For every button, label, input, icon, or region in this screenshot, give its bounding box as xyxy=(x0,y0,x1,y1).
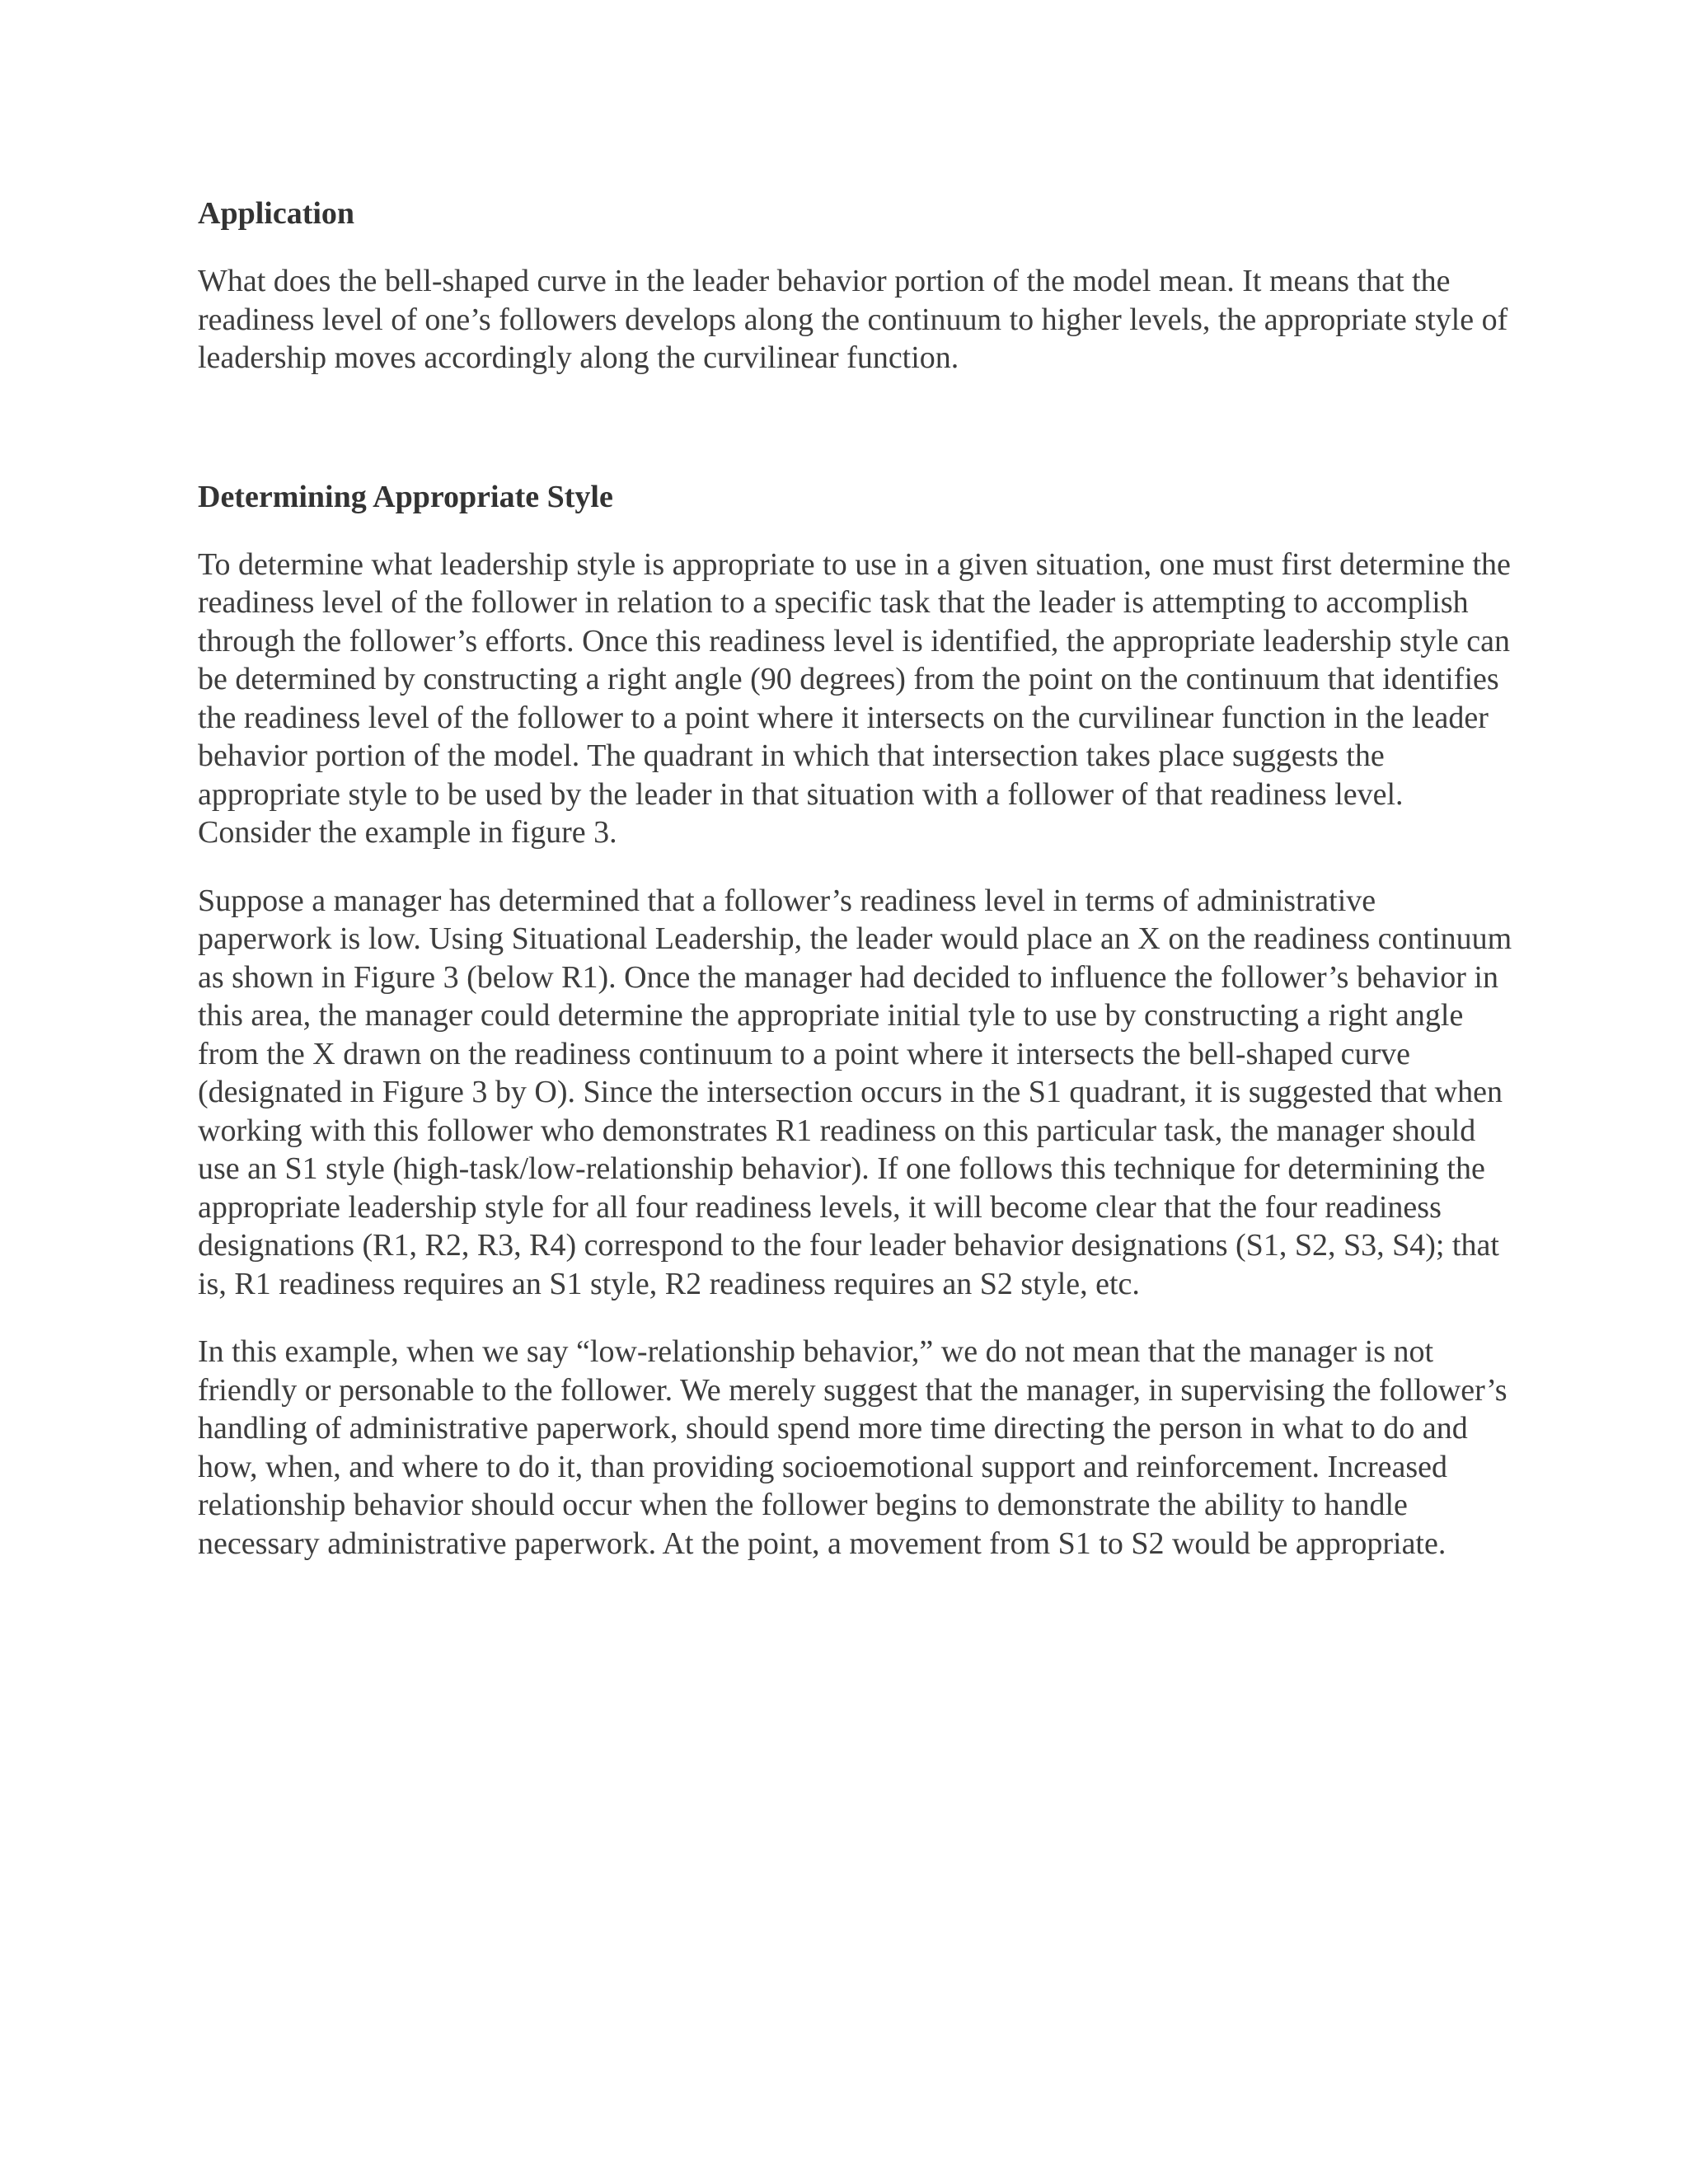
paragraph-determine-style: To determine what leadership style is appropriate to use in a given situation, one must first determine the readiness level of the follower in relation to a specific task that the leader is attempting to accomplish through the follower’s efforts. Once this readiness level is identified, the appropriate leadership style can be determined by constructing a right angle (90 degrees) from the point on the continuum that identifies the readiness level of the follower to a point where it intersects on the curvilinear function in the leader behavior portion of the model. The quadrant in which that intersection takes place suggests the appropriate style to be used by the leader in that situation with a follower of that readiness level. Consider the example in figure 3. xyxy=(198,546,1511,850)
document-page xyxy=(198,194,1517,1563)
section-heading-application: Application xyxy=(198,196,355,231)
paragraph-manager-example: Suppose a manager has determined that a follower’s readiness level in terms of administrative paperwork is low. Using Situational Leadership, the leader would place an X on the readiness continuum as shown in Figure 3 (below R1). Once the manager had decided to influence the follower’s behavior in this area, the manager could determine the appropriate initial tyle to use by constructing a right angle from the X drawn on the readiness continuum to a point where it intersects the bell-shaped curve (designated in Figure 3 by O). Since the intersection occurs in the S1 quadrant, it is suggested that when working with this follower who demonstrates R1 readiness on this particular task, the manager should use an S1 style (high-task/low-relationship behavior). If one follows this technique for determining the appropriate leadership style for all four readiness levels, it will become clear that the four readiness designations (R1, R2, R3, R4) correspond to the four leader behavior designations (S1, S2, S3, S4); that is, R1 readiness requires an S1 style, R2 readiness requires an S2 style, etc. xyxy=(198,883,1512,1301)
paragraph-low-relationship: In this example, when we say “low-relationship behavior,” we do not mean that the manager is not friendly or personable to the follower. We merely suggest that the manager, in supervising the follower’s handling of administrative paperwork, should spend more time directing the person in what to do and how, when, and where to do it, than providing socioemotional support and reinforcement. Increased relationship behavior should occur when the follower begins to demonstrate the ability to handle necessary administrative paperwork. At the point, a movement from S1 to S2 would be appropriate. xyxy=(198,1334,1507,1561)
paragraph-application: What does the bell-shaped curve in the leader behavior portion of the model mean. It means that the readiness level of one’s followers develops along the continuum to higher levels, the appropriate style of leadership moves accordingly along the curvilinear function. xyxy=(198,264,1508,375)
section-heading-determining-appropriate-style: Determining Appropriate Style xyxy=(198,479,613,514)
